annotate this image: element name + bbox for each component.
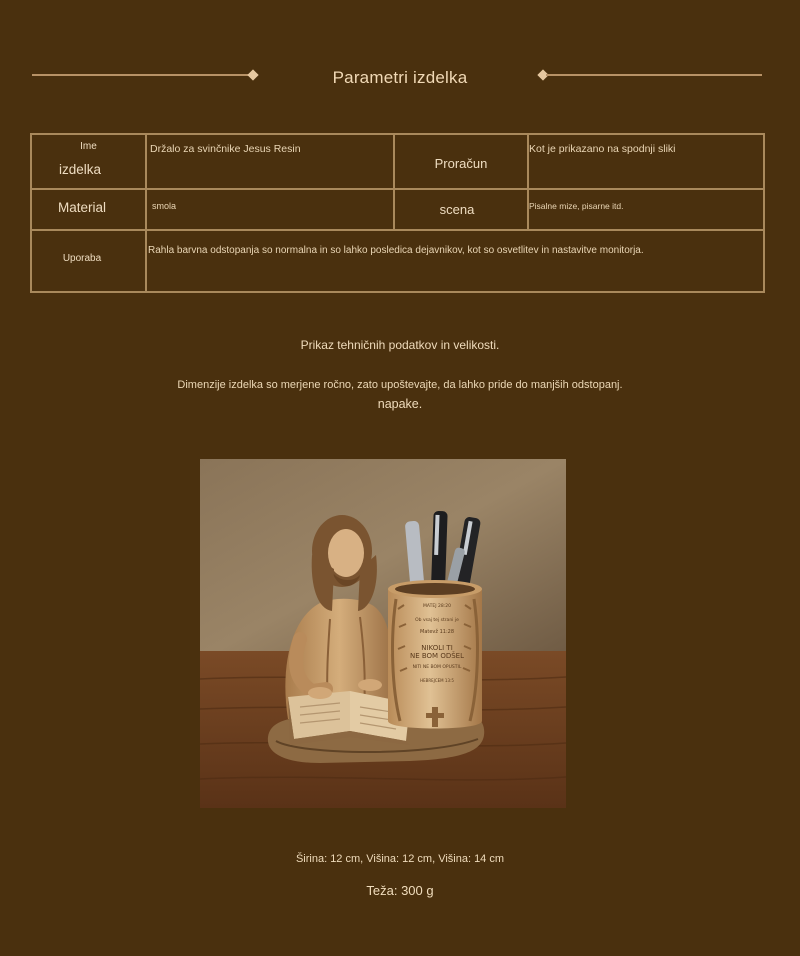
spec-table xyxy=(30,133,765,293)
page-title: Parametri izdelka xyxy=(332,68,468,87)
spec-value-material: smola xyxy=(152,201,177,211)
product-photo xyxy=(200,459,566,808)
pot-text-3: Matevž 11:28 xyxy=(420,629,454,635)
dimension-weight: Teža: 300 g xyxy=(366,883,434,898)
spec-label-name-top: Ime xyxy=(80,141,97,152)
product-illustration xyxy=(200,459,566,808)
dimension-size: Širina: 12 cm, Višina: 12 cm, Višina: 14 cm xyxy=(295,853,505,865)
title-rule-right xyxy=(546,74,762,76)
spec-value-budget: Kot je prikazano na spodnji sliki xyxy=(529,143,676,155)
pot-text-6: NITI NE BOM OPUSTIL xyxy=(412,665,462,670)
pot-text-1: MATEJ 28:20 xyxy=(423,604,451,609)
pot-text-5: NE BOM ODŠEL xyxy=(409,652,464,660)
spec-col-divider xyxy=(145,133,147,291)
pot-text-2: Ob vsaj tej strani je xyxy=(415,617,459,623)
spec-value-usage: Rahla barvna odstopanja so normalna in so lahko posledica dejavnikov, kot so osvetlitev in nastavitve monitorja. xyxy=(148,245,644,256)
spec-value-scene: Pisalne mize, pisarne itd. xyxy=(529,201,624,211)
specs-heading: Prikaz tehničnih podatkov in velikosti. xyxy=(300,338,500,352)
spec-label-usage: Uporaba xyxy=(62,253,102,264)
spec-label-scene: scena xyxy=(439,202,475,217)
spec-row-divider xyxy=(32,188,763,190)
spec-label-budget: Proračun xyxy=(434,156,488,171)
pot-text-4: NIKOLI TI xyxy=(421,644,453,652)
spec-label-material: Material xyxy=(57,200,106,215)
spec-label-name-bottom: izdelka xyxy=(58,162,102,177)
spec-row-divider xyxy=(32,229,763,231)
spec-value-name: Držalo za svinčnike Jesus Resin xyxy=(150,143,301,155)
pot-text-7: HEBREJCEM 13:5 xyxy=(420,677,454,683)
dimension-note-continued: napake. xyxy=(377,397,423,411)
dimension-note: Dimenzije izdelka so merjene ročno, zato upoštevajte, da lahko pride do manjših odstopanj. xyxy=(177,379,623,391)
